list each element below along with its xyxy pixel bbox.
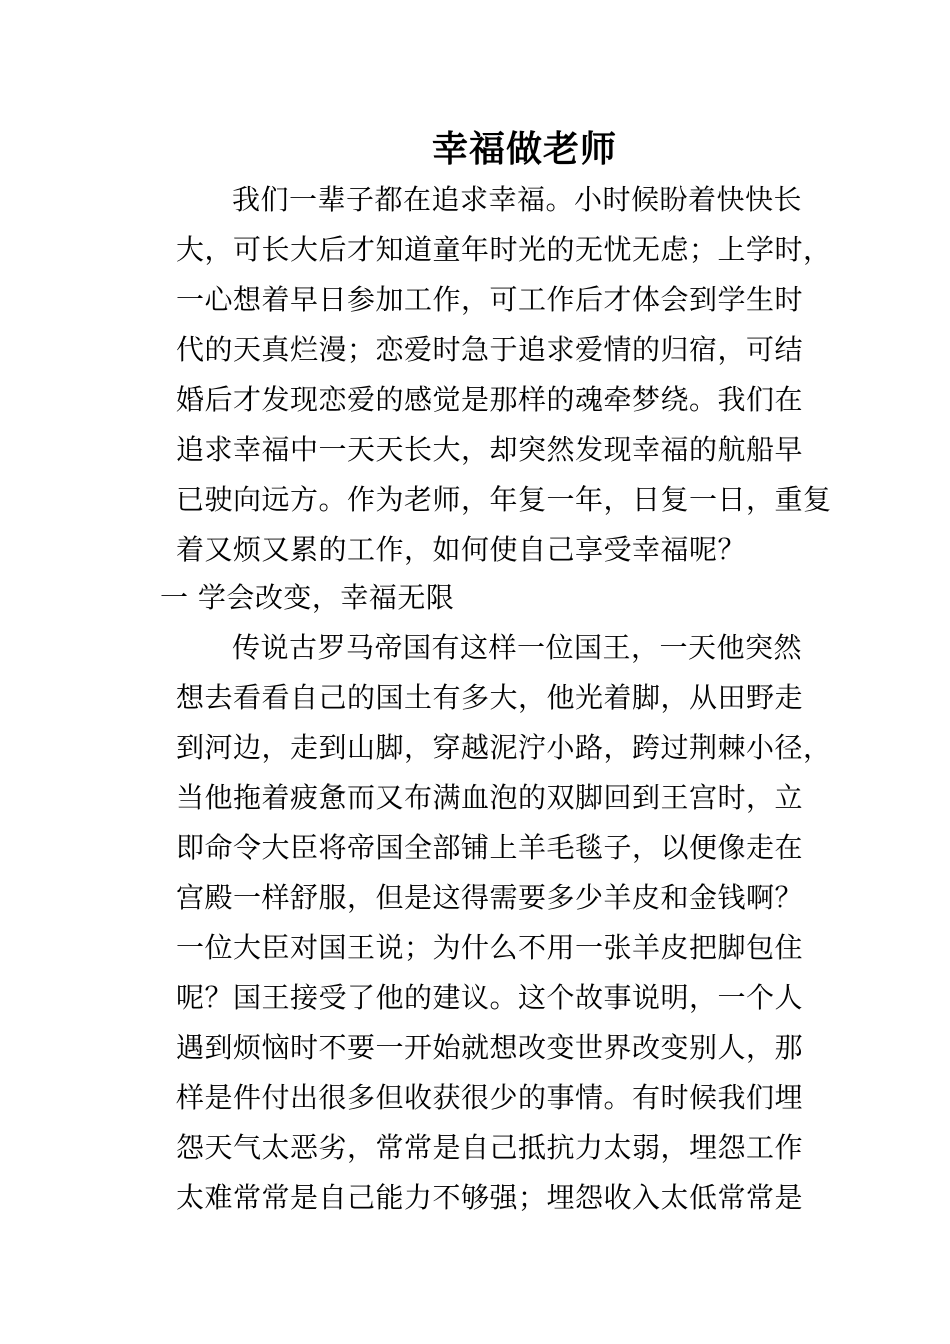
paragraph2-line: 到河边，走到山脚，穿越泥泞小路，跨过荆棘小径， [176,731,832,764]
paragraph2-line: 传说古罗马帝国有这样一位国王，一天他突然 [232,631,803,664]
paragraph2-line: 样是件付出很多但收获很少的事情。有时候我们埋 [176,1081,804,1114]
paragraph1-line: 婚后才发现恋爱的感觉是那样的魂牵梦绕。我们在 [176,383,804,416]
paragraph2-line: 当他拖着疲惫而又布满血泡的双脚回到王宫时，立 [176,781,804,814]
paragraph2-line: 呢？国王接受了他的建议。这个故事说明，一个人 [176,981,804,1014]
document-title: 幸福做老师 [432,128,618,170]
section-heading: 一 学会改变，幸福无限 [160,581,455,614]
paragraph2-line: 怨天气太恶劣，常常是自己抵抗力太弱，埋怨工作 [176,1131,804,1164]
paragraph2-line: 宫殿一样舒服，但是这得需要多少羊皮和金钱啊？ [176,881,804,914]
paragraph1-line: 代的天真烂漫；恋爱时急于追求爱情的归宿，可结 [176,333,804,366]
paragraph2-line: 想去看看自己的国土有多大，他光着脚，从田野走 [176,681,804,714]
paragraph1-line: 我们一辈子都在追求幸福。小时候盼着快快长 [232,183,803,216]
paragraph2-line: 即命令大臣将帝国全部铺上羊毛毯子，以便像走在 [176,831,804,864]
paragraph1-line: 大，可长大后才知道童年时光的无忧无虑；上学时， [176,233,832,266]
paragraph2-line: 太难常常是自己能力不够强；埋怨收入太低常常是 [176,1181,804,1214]
paragraph2-line: 遇到烦恼时不要一开始就想改变世界改变别人，那 [176,1031,804,1064]
paragraph2-line: 一位大臣对国王说；为什么不用一张羊皮把脚包住 [176,931,804,964]
paragraph1-line: 一心想着早日参加工作，可工作后才体会到学生时 [176,283,804,316]
paragraph1-line: 已驶向远方。作为老师，年复一年，日复一日，重复 [176,483,832,516]
paragraph1-line: 着又烦又累的工作，如何使自己享受幸福呢？ [176,533,747,566]
paragraph1-line: 追求幸福中一天天长大，却突然发现幸福的航船早 [176,433,804,466]
